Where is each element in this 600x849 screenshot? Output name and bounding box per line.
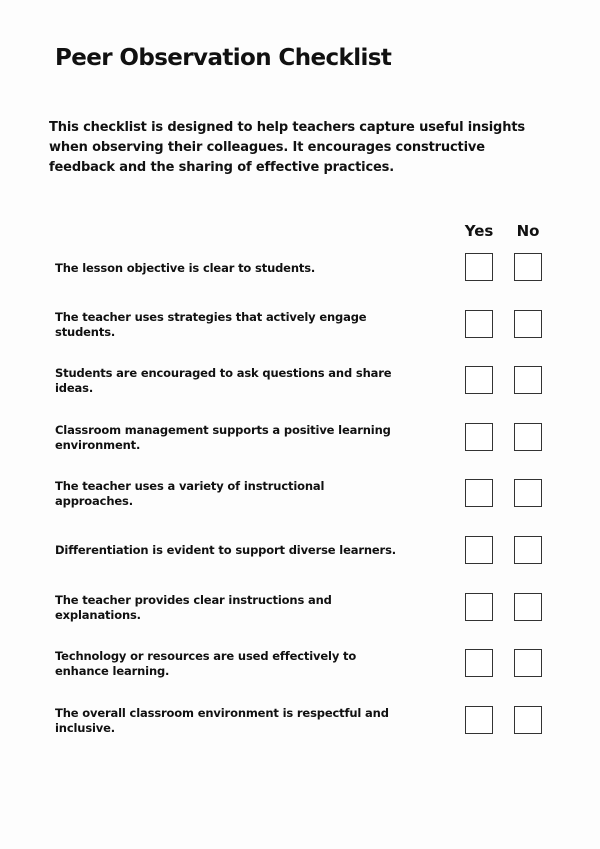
checklist-item: [0, 592, 600, 649]
checklist-item: [0, 648, 600, 705]
page-title: Peer Observation Checklist: [55, 45, 392, 71]
checklist: [0, 252, 600, 761]
column-header-yes: Yes: [464, 222, 494, 240]
intro-paragraph: This checklist is designed to help teachers capture useful insights when observing their colleagues. It encourages constructive feedback and the sharing of effective practices.: [49, 120, 525, 175]
checklist-item-label: The lesson objective is clear to students.: [55, 260, 316, 275]
checklist-item-label: The overall classroom environment is respectful and inclusive.: [55, 705, 389, 735]
no-checkbox[interactable]: [514, 706, 542, 734]
no-checkbox[interactable]: [514, 593, 542, 621]
checklist-item: [0, 705, 600, 762]
no-checkbox[interactable]: [514, 479, 542, 507]
no-checkbox[interactable]: [514, 253, 542, 281]
checklist-item-label: The teacher uses a variety of instructional approaches.: [55, 479, 325, 509]
yes-checkbox[interactable]: [465, 253, 493, 281]
checklist-item: [0, 535, 600, 592]
checklist-item-label: Technology or resources are used effectively to enhance learning.: [55, 649, 357, 679]
checklist-item: [0, 478, 600, 535]
yes-checkbox[interactable]: [465, 593, 493, 621]
checklist-item: [0, 422, 600, 479]
no-checkbox[interactable]: [514, 423, 542, 451]
no-checkbox[interactable]: [514, 536, 542, 564]
column-header-no: No: [516, 222, 540, 240]
checklist-item-label: Students are encouraged to ask questions and share ideas.: [55, 366, 392, 396]
yes-checkbox[interactable]: [465, 479, 493, 507]
no-checkbox[interactable]: [514, 649, 542, 677]
checklist-item: [0, 365, 600, 422]
no-checkbox[interactable]: [514, 310, 542, 338]
checklist-item: [0, 309, 600, 366]
yes-checkbox[interactable]: [465, 536, 493, 564]
checklist-item-label: Differentiation is evident to support diverse learners.: [55, 543, 396, 558]
checklist-item-label: The teacher uses strategies that actively engage students.: [55, 309, 367, 339]
checklist-item-label: The teacher provides clear instructions and explanations.: [55, 592, 332, 622]
yes-checkbox[interactable]: [465, 423, 493, 451]
no-checkbox[interactable]: [514, 366, 542, 394]
checklist-item-label: Classroom management supports a positive learning environment.: [55, 422, 391, 452]
yes-checkbox[interactable]: [465, 706, 493, 734]
yes-checkbox[interactable]: [465, 366, 493, 394]
checklist-item: [0, 252, 600, 309]
yes-checkbox[interactable]: [465, 649, 493, 677]
yes-checkbox[interactable]: [465, 310, 493, 338]
